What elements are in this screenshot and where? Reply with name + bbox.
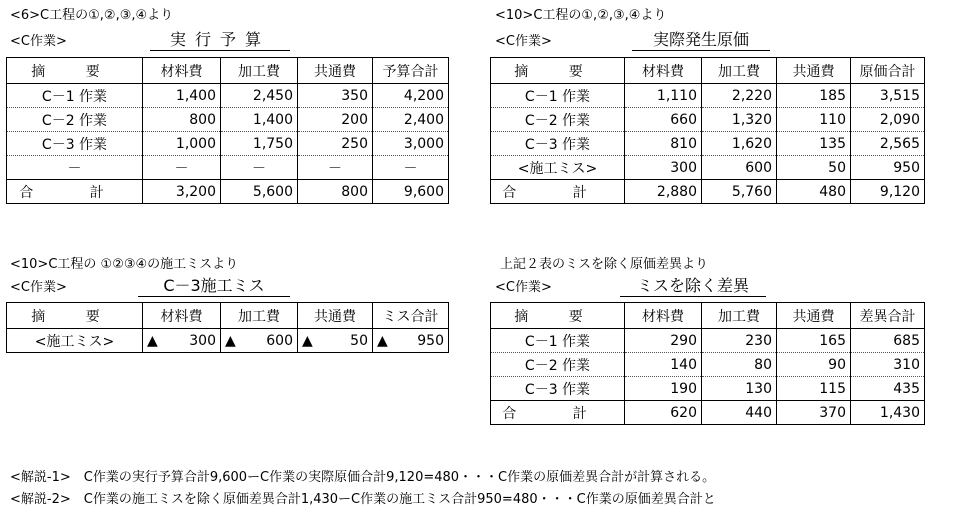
row-label: C－2 作業 <box>7 108 143 132</box>
cell: 800 <box>143 108 221 132</box>
column-header: 摘 要 <box>491 58 625 84</box>
row-label: <施工ミス> <box>491 156 625 180</box>
rework-subheading: <C作業> <box>10 280 67 295</box>
table-row <box>491 377 925 401</box>
cell: 3,200 <box>143 180 221 204</box>
cell-value: 950 <box>417 332 444 349</box>
table-row <box>7 132 449 156</box>
column-header: 共通費 <box>777 303 851 329</box>
cell: 140 <box>625 353 702 377</box>
column-header: 摘 要 <box>7 58 143 84</box>
cell <box>221 329 298 353</box>
table-row <box>491 329 925 353</box>
cell: 1,400 <box>143 84 221 108</box>
cell <box>298 329 373 353</box>
rework-title: C－3施工ミス <box>138 276 290 297</box>
actual-cost-table <box>490 57 925 204</box>
column-header: ミス合計 <box>373 303 449 329</box>
cell: 685 <box>851 329 925 353</box>
column-header: 共通費 <box>298 58 373 84</box>
column-header: 加工費 <box>702 58 777 84</box>
cell <box>373 329 449 353</box>
cell <box>143 329 221 353</box>
cell: 1,400 <box>221 108 298 132</box>
cell: 90 <box>777 353 851 377</box>
column-header: 加工費 <box>702 303 777 329</box>
cell: 130 <box>702 377 777 401</box>
column-header: 材料費 <box>143 58 221 84</box>
budget-title: 実行予算 <box>150 30 290 51</box>
cell: 290 <box>625 329 702 353</box>
cell: 2,565 <box>851 132 925 156</box>
cell: 115 <box>777 377 851 401</box>
cell: 950 <box>851 156 925 180</box>
table-row <box>7 108 449 132</box>
table-row <box>7 329 449 353</box>
cell: 165 <box>777 329 851 353</box>
variance-caption: 上記２表のミスを除く原価差異より <box>500 257 709 272</box>
column-header: 加工費 <box>221 303 298 329</box>
table-header-row <box>7 58 449 84</box>
cell: 2,400 <box>373 108 449 132</box>
cell: 660 <box>625 108 702 132</box>
row-label: 合 計 <box>491 180 625 204</box>
cell: 5,600 <box>221 180 298 204</box>
table-row <box>491 353 925 377</box>
cell: 1,620 <box>702 132 777 156</box>
triangle-mark-icon: ▲ <box>225 332 236 349</box>
explanation-1: <解説-1> C作業の実行予算合計9,600ーC作業の実際原価合計9,120=480・・・C作業の原価差異合計が計算される。 <box>10 470 716 485</box>
total-row <box>491 180 925 204</box>
cell: 300 <box>625 156 702 180</box>
cell: 250 <box>298 132 373 156</box>
budget-table <box>6 57 449 204</box>
cell: 800 <box>298 180 373 204</box>
triangle-mark-icon: ▲ <box>302 332 313 349</box>
row-label: C－1 作業 <box>491 84 625 108</box>
table-header-row <box>7 303 449 329</box>
cell: 2,090 <box>851 108 925 132</box>
column-header: 材料費 <box>143 303 221 329</box>
row-label: － <box>7 156 143 180</box>
cell: 1,430 <box>851 401 925 425</box>
budget-caption: <6>C工程の①,②,③,④より <box>10 8 174 23</box>
column-header: 共通費 <box>777 58 851 84</box>
column-header: 加工費 <box>221 58 298 84</box>
table-header-row <box>491 303 925 329</box>
cell: 9,600 <box>373 180 449 204</box>
actual-cost-subheading: <C作業> <box>495 34 552 49</box>
column-header: 差異合計 <box>851 303 925 329</box>
variance-title: ミスを除く差異 <box>620 276 766 297</box>
cell: 110 <box>777 108 851 132</box>
cell: 1,000 <box>143 132 221 156</box>
triangle-mark-icon: ▲ <box>147 332 158 349</box>
rework-table <box>6 302 449 353</box>
cell: － <box>373 156 449 180</box>
row-label: C－1 作業 <box>7 84 143 108</box>
total-row <box>491 401 925 425</box>
variance-subheading: <C作業> <box>495 280 552 295</box>
cell: 350 <box>298 84 373 108</box>
cell: 440 <box>702 401 777 425</box>
row-label: 合 計 <box>7 180 143 204</box>
row-label: C－2 作業 <box>491 108 625 132</box>
cell: 370 <box>777 401 851 425</box>
column-header: 予算合計 <box>373 58 449 84</box>
cell: 230 <box>702 329 777 353</box>
cell: 480 <box>777 180 851 204</box>
cell: 9,120 <box>851 180 925 204</box>
cell: 5,760 <box>702 180 777 204</box>
cell: 435 <box>851 377 925 401</box>
cell: 310 <box>851 353 925 377</box>
explanation-2: <解説-2> C作業の施工ミスを除く原価差異合計1,430ーC作業の施工ミス合計950=480・・・C作業の原価差異合計と <box>10 492 716 507</box>
cell: 185 <box>777 84 851 108</box>
column-header: 材料費 <box>625 58 702 84</box>
cell-value: 300 <box>189 332 216 349</box>
cell: 1,110 <box>625 84 702 108</box>
table-row <box>491 108 925 132</box>
cell: － <box>298 156 373 180</box>
cell-value: 600 <box>266 332 293 349</box>
cell: 2,220 <box>702 84 777 108</box>
cell: 1,320 <box>702 108 777 132</box>
row-label: C－3 作業 <box>7 132 143 156</box>
cell: 135 <box>777 132 851 156</box>
cell: 2,880 <box>625 180 702 204</box>
table-row <box>491 132 925 156</box>
cell: 810 <box>625 132 702 156</box>
row-label: C－3 作業 <box>491 132 625 156</box>
table-row <box>491 156 925 180</box>
row-label: C－2 作業 <box>491 353 625 377</box>
table-header-row <box>491 58 925 84</box>
total-row <box>7 180 449 204</box>
variance-table <box>490 302 925 425</box>
actual-cost-title: 実際発生原価 <box>632 30 770 51</box>
triangle-mark-icon: ▲ <box>377 332 388 349</box>
table-row <box>491 84 925 108</box>
cell: 50 <box>777 156 851 180</box>
row-label: C－1 作業 <box>491 329 625 353</box>
row-label: 合 計 <box>491 401 625 425</box>
cell: 2,450 <box>221 84 298 108</box>
row-label: <施工ミス> <box>7 329 143 353</box>
cell: 80 <box>702 353 777 377</box>
cell: 600 <box>702 156 777 180</box>
actual-cost-caption: <10>C工程の①,②,③,④より <box>495 8 667 23</box>
cell: 620 <box>625 401 702 425</box>
column-header: 共通費 <box>298 303 373 329</box>
cell: － <box>143 156 221 180</box>
cell: 3,515 <box>851 84 925 108</box>
cell: 1,750 <box>221 132 298 156</box>
table-row <box>7 156 449 180</box>
cell: 190 <box>625 377 702 401</box>
rework-caption: <10>C工程の ①②③④の施工ミスより <box>10 257 239 272</box>
budget-subheading: <C作業> <box>10 34 67 49</box>
column-header: 摘 要 <box>491 303 625 329</box>
cell: － <box>221 156 298 180</box>
cell: 3,000 <box>373 132 449 156</box>
column-header: 原価合計 <box>851 58 925 84</box>
cell-value: 50 <box>350 332 368 349</box>
row-label: C－3 作業 <box>491 377 625 401</box>
cell: 200 <box>298 108 373 132</box>
column-header: 材料費 <box>625 303 702 329</box>
column-header: 摘 要 <box>7 303 143 329</box>
table-row <box>7 84 449 108</box>
cell: 4,200 <box>373 84 449 108</box>
